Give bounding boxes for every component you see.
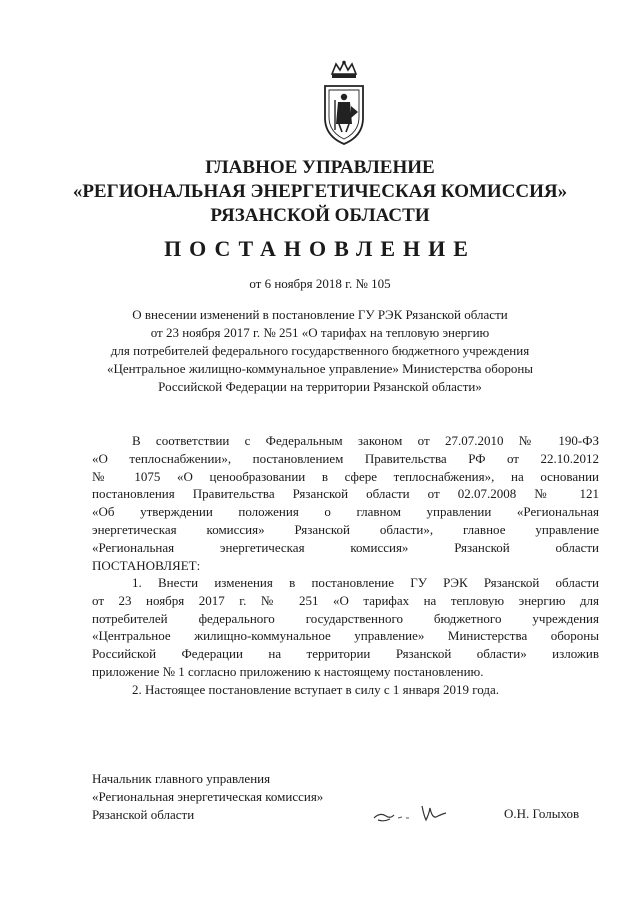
preamble-line: энергетическая комиссия» Рязанской области», главное управление bbox=[92, 521, 599, 537]
org-name-line-3: РЯЗАНСКОЙ ОБЛАСТИ bbox=[210, 205, 430, 226]
document-title: ПОСТАНОВЛЕНИЕ bbox=[164, 236, 476, 261]
coat-of-arms-icon bbox=[321, 60, 367, 146]
subject-line: «Центральное жилищно-коммунальное управление» Министерства обороны bbox=[106, 361, 534, 376]
signatory-position-line: «Региональная энергетическая комиссия» bbox=[92, 789, 324, 804]
signatory-position bbox=[92, 770, 323, 824]
subject-line: для потребителей федерального государственного бюджетного учреждения bbox=[110, 343, 530, 358]
document-date: от 6 ноября 2018 г. № 105 bbox=[249, 276, 391, 291]
item-1-line: от 23 ноября 2017 г. № 251 «О тарифах на тепловую энергию для bbox=[92, 592, 599, 608]
subject-line: Российской Федерации на территории Рязанской области» bbox=[158, 379, 482, 394]
preamble-line: ПОСТАНОВЛЯЕТ: bbox=[92, 557, 201, 573]
preamble-paragraph bbox=[92, 432, 599, 574]
item-1-line: 1. Внести изменения в постановление ГУ РЭК Рязанской области bbox=[132, 575, 599, 590]
item-1-line: приложение № 1 согласно приложению к настоящему постановлению. bbox=[92, 663, 484, 679]
subject-line: от 23 ноября 2017 г. № 251 «О тарифах на тепловую энергию bbox=[150, 325, 490, 340]
org-name-line-2: «РЕГИОНАЛЬНАЯ ЭНЕРГЕТИЧЕСКАЯ КОМИССИЯ» bbox=[72, 181, 568, 202]
document-subject bbox=[0, 306, 640, 396]
org-name-line-1: ГЛАВНОЕ УПРАВЛЕНИЕ bbox=[205, 157, 435, 178]
preamble-line: № 1075 «О ценообразовании в сфере теплоснабжения», на основании bbox=[92, 468, 599, 484]
signatory-position-line: Начальник главного управления bbox=[92, 771, 271, 786]
signatory-name: О.Н. Голыхов bbox=[504, 806, 580, 821]
preamble-line: В соответствии с Федеральным законом от 27.07.2010 № 190-ФЗ bbox=[132, 433, 599, 448]
preamble-line: «Об утверждении положения о главном управлении «Региональная bbox=[92, 504, 599, 520]
signature-icon bbox=[372, 798, 452, 828]
item-1-line: «Центральное жилищно-коммунальное управление» Министерства обороны bbox=[92, 628, 599, 644]
item-1-line: потребителей федерального государственного бюджетного учреждения bbox=[92, 610, 599, 626]
signatory-position-line: Рязанской области bbox=[92, 807, 195, 822]
subject-line: О внесении изменений в постановление ГУ РЭК Рязанской области bbox=[132, 307, 508, 322]
item-2-line: 2. Настоящее постановление вступает в силу с 1 января 2019 года. bbox=[132, 681, 500, 697]
preamble-line: «О теплоснабжении», постановлением Правительства РФ от 22.10.2012 bbox=[92, 450, 599, 466]
item-1-paragraph bbox=[92, 574, 599, 699]
item-1-line: Российской Федерации на территории Рязанской области» изложив bbox=[92, 646, 599, 662]
preamble-line: постановления Правительства Рязанской области от 02.07.2008 № 121 bbox=[92, 486, 599, 502]
preamble-line: «Региональная энергетическая комиссия» Рязанской области bbox=[92, 539, 599, 555]
